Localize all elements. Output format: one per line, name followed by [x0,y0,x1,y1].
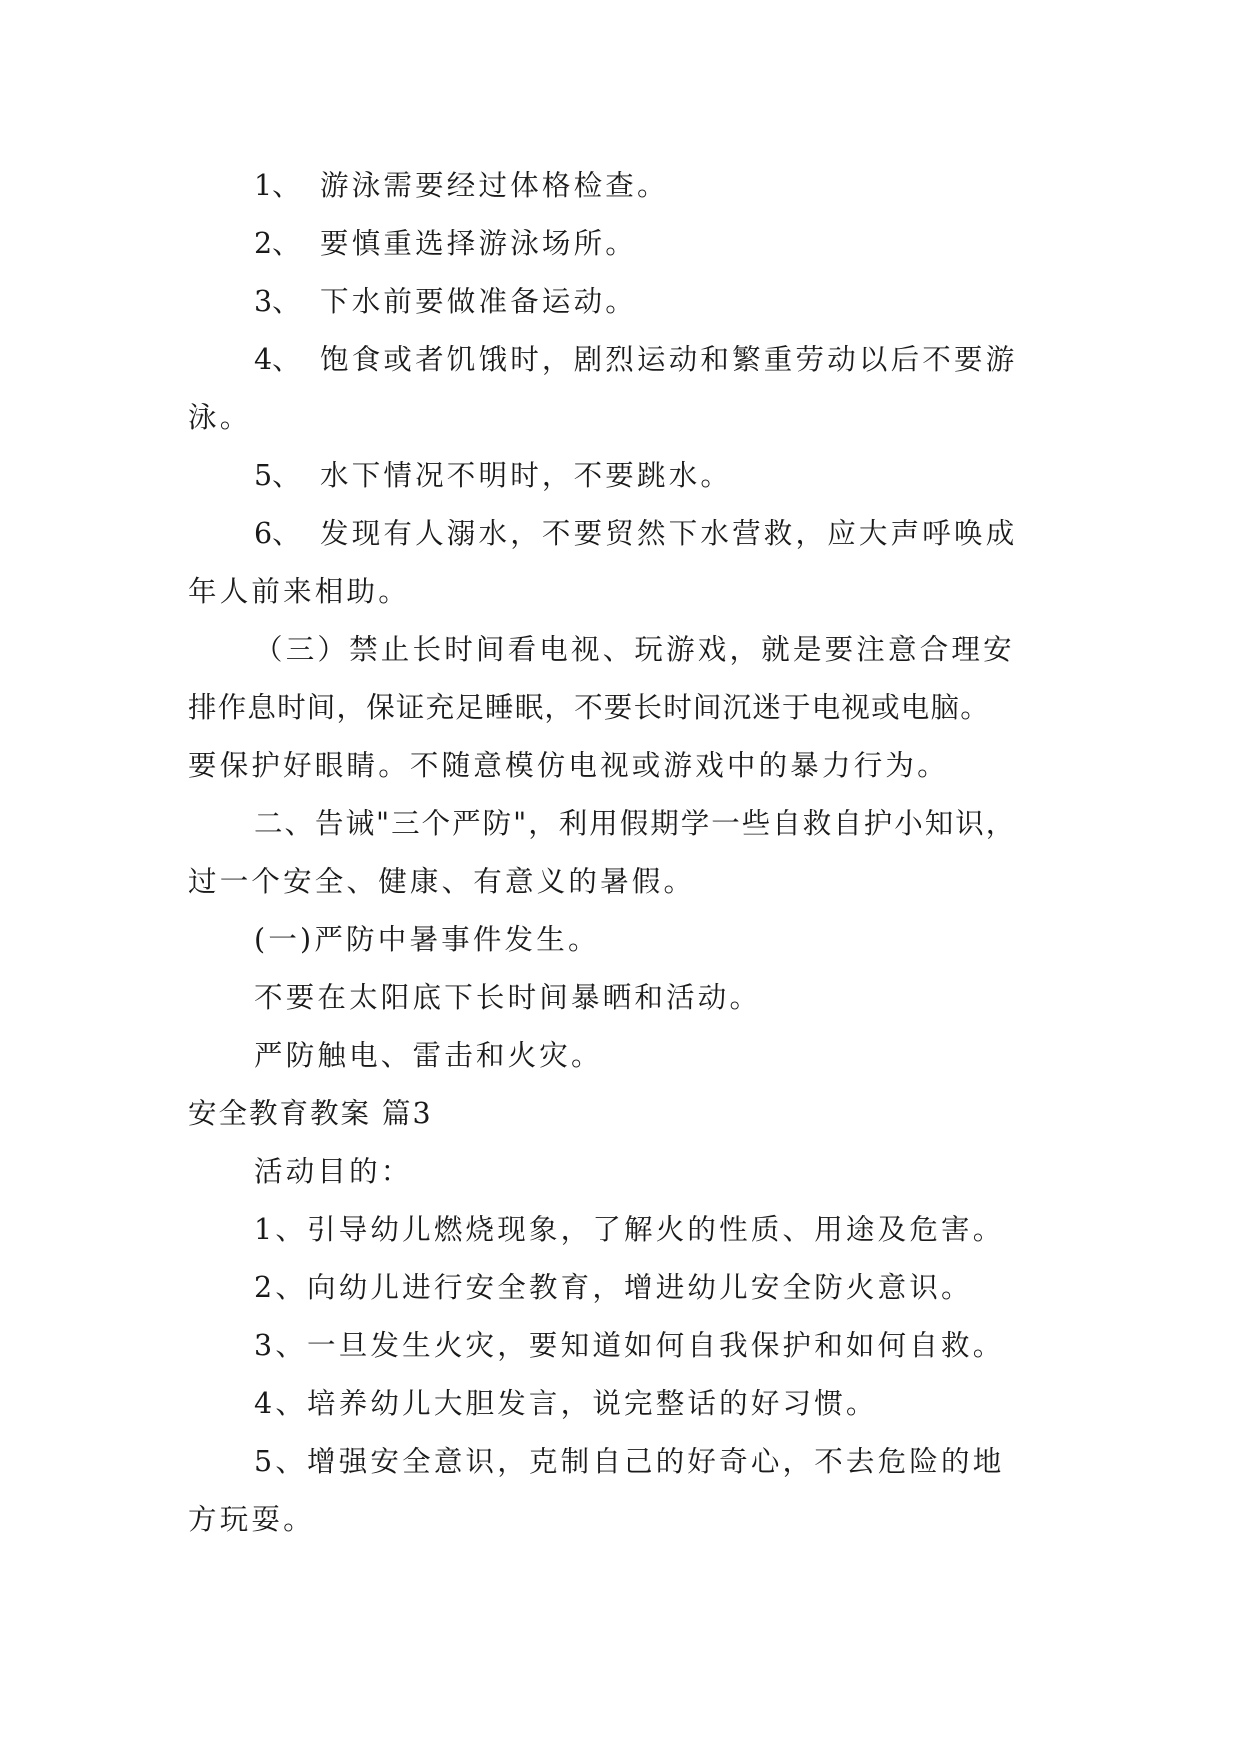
list-item [254,227,637,261]
list-item [254,285,637,319]
text-line: (一)严防中暑事件发生。 [254,923,600,956]
text-line: 严防触电、雷击和火灾。 [254,1039,603,1072]
text-line: 2、向幼儿进行安全教育，增进幼儿安全防火意识。 [254,1271,973,1304]
item-number: 2、 [254,227,301,260]
item-text: 下水前要做准备运动。 [320,285,638,318]
item-text: 要慎重选择游泳场所。 [320,227,638,260]
list-item [254,169,669,203]
text-line: 1、引导幼儿燃烧现象，了解火的性质、用途及危害。 [254,1213,1005,1246]
item-text: 发现有人溺水，不要贸然下水营救，应大声呼唤成 [320,517,1018,550]
text-line: 活动目的： [254,1155,413,1188]
list-item [254,517,1017,551]
section-heading: 安全教育教案 篇3 [188,1097,433,1130]
text-line: 不要在太阳底下长时间暴晒和活动。 [254,981,762,1014]
text-line: 二、告诫"三个严防"，利用假期学一些自救自护小知识， [254,807,1017,840]
text-line: 要保护好眼睛。不随意模仿电视或游戏中的暴力行为。 [188,749,949,782]
item-number: 6、 [254,517,301,550]
text-line: 排作息时间，保证充足睡眠，不要长时间沉迷于电视或电脑。 [188,691,990,724]
item-text: 游泳需要经过体格检查。 [320,169,669,202]
item-number: 4、 [254,343,301,376]
list-item [254,343,1017,377]
text-line: 方玩耍。 [188,1503,315,1536]
text-line: 5、增强安全意识，克制自己的好奇心，不去危险的地 [254,1445,1005,1478]
item-number: 1、 [254,169,301,202]
item-text: 饱食或者饥饿时，剧烈运动和繁重劳动以后不要游 [320,343,1018,376]
text-line: 泳。 [188,401,252,434]
item-text: 水下情况不明时，不要跳水。 [320,459,733,492]
text-line: 过一个安全、健康、有意义的暑假。 [188,865,696,898]
text-line: 4、培养幼儿大胆发言，说完整话的好习惯。 [254,1387,878,1420]
text-line: 年人前来相助。 [188,575,410,608]
item-number: 5、 [254,459,301,492]
text-line: 3、一旦发生火灾，要知道如何自我保护和如何自救。 [254,1329,1005,1362]
text-line: （三）禁止长时间看电视、玩游戏，就是要注意合理安 [254,633,1015,666]
item-number: 3、 [254,285,301,318]
list-item [254,459,732,493]
